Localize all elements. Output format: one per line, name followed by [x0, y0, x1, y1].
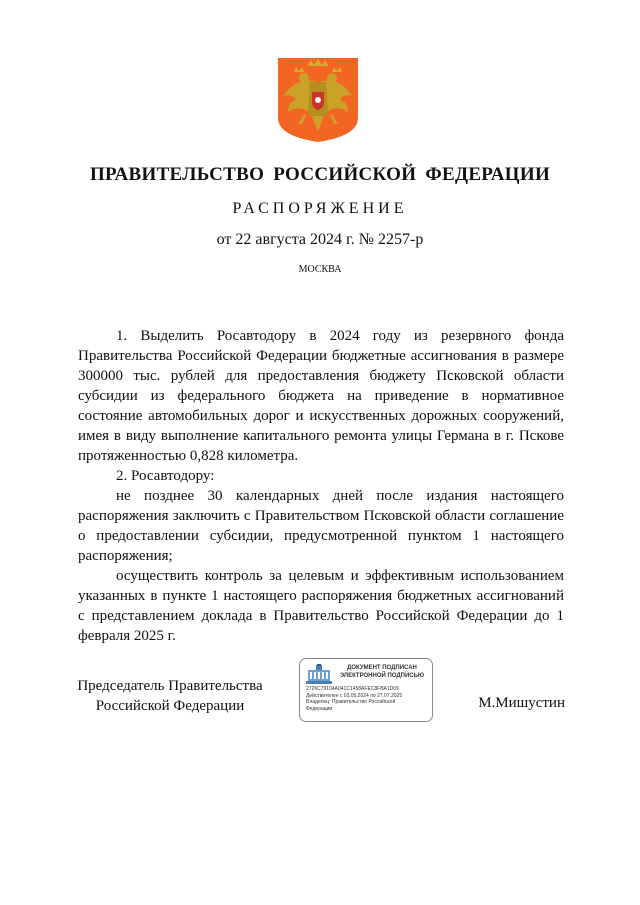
stamp-owner-line-2: Федерации: [306, 705, 333, 712]
stamp-validity: Действителен с 03.05.2024 по 27.07.2025: [306, 692, 403, 699]
paragraph-1: 1. Выделить Росавтодору в 2024 году из резервного фонда Правительства Российской Федерации бюджетные ассигнования в размере 300000 тыс. рублей для предоставления бюджету Псковской области субсидии из федерального бюджета на приведение в нормативное состояние автомобильных дорог и искусственных дорожных сооружений, имея в виду выполнение капитального ремонта улицы Германа в г. Пскове протяженностью 0,828 километра.: [78, 328, 564, 464]
stamp-owner-line-1: Владелец: Правительство Российской: [306, 699, 396, 705]
document-type: РАСПОРЯЖЕНИЕ: [232, 200, 408, 217]
electronic-signature-stamp: [299, 658, 433, 722]
signer-title-line-2: Российской Федерации: [95, 698, 245, 714]
signer-title-line-1: Председатель Правительства: [77, 678, 263, 694]
stamp-details: [306, 686, 430, 712]
document-place: МОСКВА: [298, 264, 342, 275]
signer-name: М.Мишустин: [478, 695, 565, 711]
stamp-heading-line-2: ЭЛЕКТРОННОЙ ПОДПИСЬЮ: [339, 673, 425, 679]
paragraph-2-subitem-1: не позднее 30 календарных дней после издания настоящего распоряжения заключить с Правительством Псковской области соглашение о предоставлении субсидии, предусмотренной пунктом 1 настоящего распоряжения;: [78, 488, 564, 564]
paragraph-2-subitem-2: осуществить контроль за целевым и эффективным использованием указанных в пункте 1 настоящего распоряжения бюджетных ассигнований с представлением доклада в Правительство Российской Федерации до 1 февраля 2025 г.: [78, 568, 564, 644]
document-date-number: от 22 августа 2024 г. № 2257-р: [216, 231, 424, 248]
government-title: ПРАВИТЕЛЬСТВО РОССИЙСКОЙ ФЕДЕРАЦИИ: [89, 164, 551, 185]
coat-of-arms-icon: [276, 56, 360, 144]
stamp-heading-line-1: ДОКУМЕНТ ПОДПИСАН: [347, 665, 417, 671]
signer-title: [60, 676, 280, 716]
paragraph-2: 2. Росавтодору:: [116, 468, 215, 484]
stamp-heading: [334, 664, 430, 680]
document-body: [78, 326, 564, 646]
government-building-icon: [306, 664, 332, 684]
stamp-serial: 2726C79104A041C1458AFEC8FBA1D09: [306, 686, 399, 692]
